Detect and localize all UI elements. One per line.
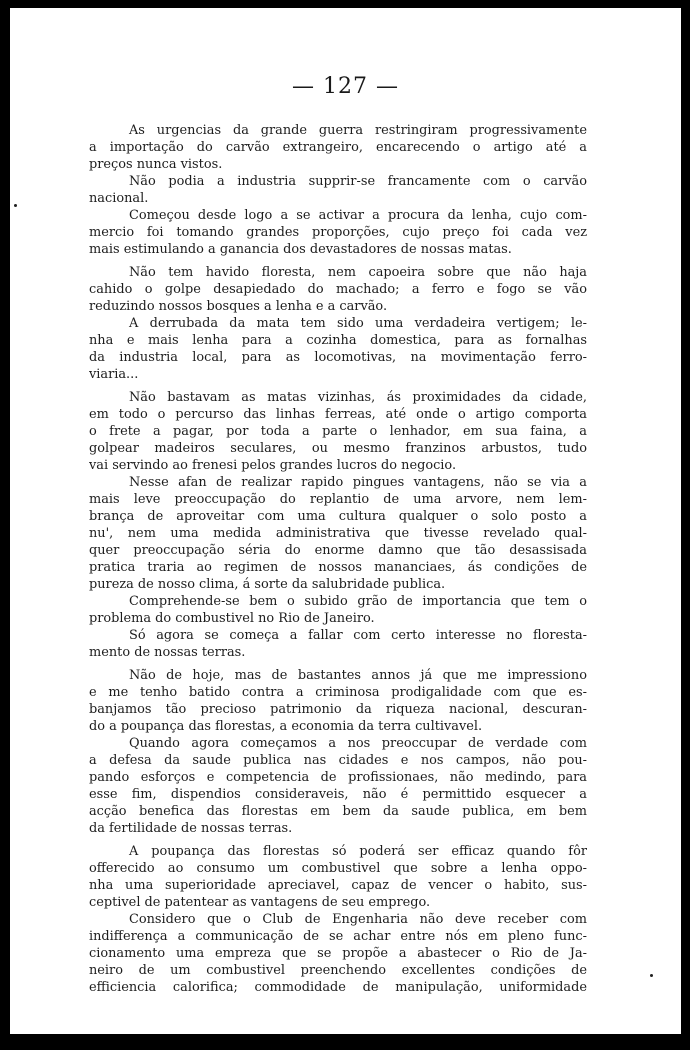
text-line: efficiencia calorifica; commodidade de manipulação, uniformidade <box>89 980 587 995</box>
text-line: Não bastavam as matas vizinhas, ás proximidades da cidade, <box>129 390 587 405</box>
paragraph <box>89 122 587 173</box>
text-line: mercio foi tomando grandes proporções, cujo preço foi cada vez <box>89 225 587 240</box>
text-line: Só agora se começa a fallar com certo interesse no floresta- <box>129 628 587 643</box>
text-line: Começou desde logo a se activar a procura da lenha, cujo com- <box>129 208 587 223</box>
text-line: Considero que o Club de Engenharia não deve receber com <box>129 912 587 927</box>
text-line: offerecido ao consumo um combustivel que sobre a lenha oppo- <box>89 861 587 876</box>
text-line: viaria... <box>89 367 139 382</box>
body-text <box>89 122 587 996</box>
text-line: indifferença a communicação de se achar entre nós em pleno func- <box>89 929 587 944</box>
paragraph <box>89 735 587 837</box>
text-line: cahido o golpe desapiedado do machado; a ferro e fogo se vão <box>89 282 587 297</box>
text-line: pratica traria ao regimen de nossos mananciaes, ás condições de <box>89 560 587 575</box>
text-line: neiro de um combustivel preenchendo excellentes condições de <box>89 963 587 978</box>
paragraph <box>89 207 587 258</box>
text-line: Não podia a industria supprir-se francamente com o carvão <box>129 174 587 189</box>
text-line: Nesse afan de realizar rapido pingues vantagens, não se via a <box>129 475 587 490</box>
text-line: mento de nossas terras. <box>89 645 246 660</box>
document-page <box>10 8 681 1034</box>
scan-speck <box>14 204 17 207</box>
text-line: quer preoccupação séria do enorme damno que tão desassisada <box>89 543 587 558</box>
text-line: vai servindo ao frenesi pelos grandes lucros do negocio. <box>89 458 457 473</box>
text-line: reduzindo nossos bosques a lenha e a carvão. <box>89 299 388 314</box>
text-line: esse fim, dispendios consideraveis, não é permittido esquecer a <box>89 787 587 802</box>
paragraph <box>89 843 587 911</box>
text-line: nacional. <box>89 191 149 206</box>
text-line: da industria local, para as locomotivas, na movimentação ferro- <box>89 350 587 365</box>
text-line: Comprehende-se bem o subido grão de importancia que tem o <box>129 594 587 609</box>
paragraph <box>89 667 587 735</box>
text-line: a importação do carvão extrangeiro, encarecendo o artigo até a <box>89 140 587 155</box>
text-line: A poupança das florestas só poderá ser efficaz quando fôr <box>129 844 587 859</box>
scan-speck <box>650 974 653 977</box>
paragraph <box>89 389 587 474</box>
text-line: nha uma superioridade apreciavel, capaz de vencer o habito, sus- <box>89 878 587 893</box>
paragraph <box>89 264 587 315</box>
page-number: — 127 — <box>292 74 399 99</box>
text-line: mais leve preoccupação do replantio de uma arvore, nem lem- <box>89 492 587 507</box>
text-line: problema do combustivel no Rio de Janeiro. <box>89 611 375 626</box>
text-line: nha e mais lenha para a cozinha domestica, para as fornalhas <box>89 333 587 348</box>
text-line: Quando agora começamos a nos preoccupar de verdade com <box>129 736 587 751</box>
paragraph <box>89 173 587 207</box>
text-line: a defesa da saude publica nas cidades e nos campos, não pou- <box>89 753 587 768</box>
paragraph <box>89 593 587 627</box>
text-line: cionamento uma empreza que se propõe a abastecer o Rio de Ja- <box>89 946 587 961</box>
text-line: do a poupança das florestas, a economia da terra cultivavel. <box>89 719 483 734</box>
paragraph <box>89 627 587 661</box>
text-line: da fertilidade de nossas terras. <box>89 821 293 836</box>
text-line: As urgencias da grande guerra restringiram progressivamente <box>129 123 587 138</box>
text-line: pureza de nosso clima, á sorte da salubridade publica. <box>89 577 446 592</box>
paragraph <box>89 474 587 593</box>
text-line: brança de aproveitar com uma cultura qualquer o solo posto a <box>89 509 587 524</box>
text-line: mais estimulando a ganancia dos devastadores de nossas matas. <box>89 242 512 257</box>
text-line: A derrubada da mata tem sido uma verdadeira vertigem; le- <box>129 316 587 331</box>
text-line: banjamos tão precioso patrimonio da riqueza nacional, descuran- <box>89 702 587 717</box>
text-line: acção benefica das florestas em bem da saude publica, em bem <box>89 804 587 819</box>
text-line: Não de hoje, mas de bastantes annos já que me impressiono <box>129 668 587 683</box>
text-line: em todo o percurso das linhas ferreas, até onde o artigo comporta <box>89 407 587 422</box>
text-line: golpear madeiros seculares, ou mesmo franzinos arbustos, tudo <box>89 441 587 456</box>
paragraph <box>89 315 587 383</box>
text-line: nu', nem uma medida administrativa que tivesse revelado qual- <box>89 526 587 541</box>
text-line: pando esforços e competencia de profissionaes, não medindo, para <box>89 770 587 785</box>
text-line: ceptivel de patentear as vantagens de seu emprego. <box>89 895 431 910</box>
text-line: Não tem havido floresta, nem capoeira sobre que não haja <box>129 265 587 280</box>
text-line: e me tenho batido contra a criminosa prodigalidade com que es- <box>89 685 587 700</box>
paragraph <box>89 911 587 996</box>
text-line: o frete a pagar, por toda a parte o lenhador, em sua faina, a <box>89 424 587 439</box>
text-line: preços nunca vistos. <box>89 157 223 172</box>
